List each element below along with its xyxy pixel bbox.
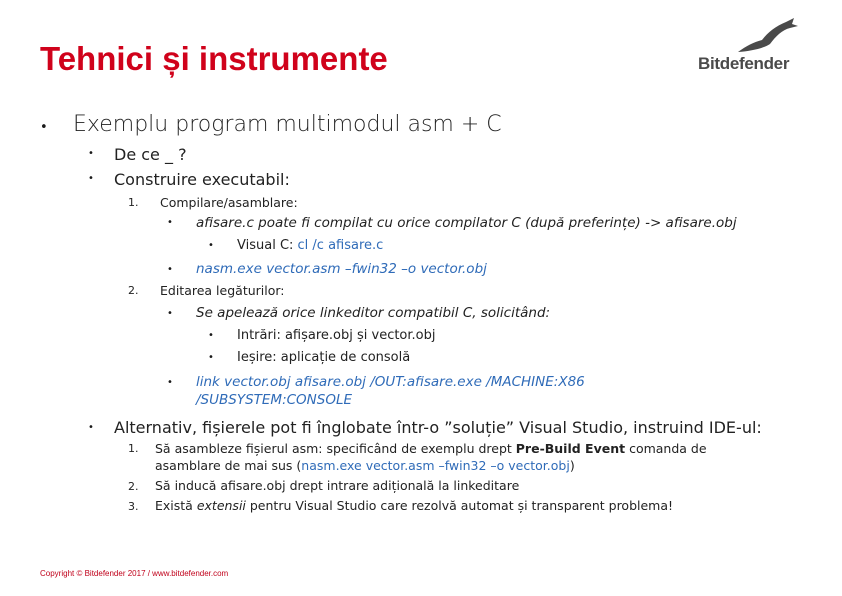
wolf-head-icon: [736, 18, 800, 54]
alt-item-1-line2: [155, 458, 575, 473]
alt-item-1-prefix: asamblare de mai sus (: [155, 458, 302, 473]
bullet: •: [88, 422, 94, 433]
visual-c-line: [237, 238, 383, 253]
linker-note: Se apelează orice linkeditor compatibil C, solicitând:: [196, 305, 551, 321]
link-command-line2: /SUBSYSTEM:CONSOLE: [196, 392, 353, 408]
pre-build-event: Pre-Build Event: [515, 441, 626, 456]
alt-item-3-text-end: pentru Visual Studio care rezolvă automat și transparent problema!: [245, 498, 674, 513]
alt-item-3: [155, 498, 673, 513]
bullet: •: [167, 377, 173, 388]
alt-item-3-italic: extensii: [196, 498, 246, 513]
step-number: 1.: [128, 442, 139, 455]
bitdefender-logo: [698, 18, 802, 78]
bullet-build: Construire executabil:: [114, 170, 290, 189]
step-number: 3.: [128, 500, 139, 513]
bullet: •: [208, 352, 214, 363]
alt-item-1-line1: [155, 441, 707, 456]
alt-item-1-command: nasm.exe vector.asm –fwin32 –o vector.obj: [301, 458, 570, 473]
nasm-command: nasm.exe vector.asm –fwin32 –o vector.obj: [196, 261, 487, 277]
bullet: •: [167, 217, 173, 228]
slide-title: Tehnici și instrumente: [40, 40, 388, 77]
link-command-line1: link vector.obj afisare.obj /OUT:afisare.exe /MACHINE:X86: [196, 374, 585, 390]
step-label: Editarea legăturilor:: [160, 283, 285, 298]
linker-inputs: Intrări: afișare.obj și vector.obj: [237, 328, 436, 343]
alt-item-1-text: Să asambleze fișierul asm: specificând de exemplu drept: [155, 441, 516, 456]
visual-c-label: Visual C:: [237, 238, 298, 253]
alt-item-2: Să inducă afisare.obj drept intrare adițională la linkeditare: [155, 478, 520, 493]
bullet: •: [208, 240, 214, 251]
step-number: 2.: [128, 480, 139, 493]
step-number: 1.: [128, 196, 139, 209]
alt-item-1-suffix: ): [569, 458, 575, 473]
bullet: •: [167, 264, 173, 275]
footer-copyright: Copyright © Bitdefender 2017 / www.bitdefender.com: [40, 569, 229, 578]
alt-item-1-text-end: comanda de: [625, 441, 707, 456]
bullet-main: Exemplu program multimodul asm + C: [73, 112, 502, 137]
alt-item-3-text: Există: [155, 498, 197, 513]
alternative-bullet: Alternativ, fișierele pot fi înglobate într-o ”soluție” Visual Studio, instruind IDE-ul:: [114, 418, 762, 437]
bullet-why: De ce _ ?: [114, 145, 187, 164]
bullet: •: [88, 148, 94, 159]
visual-c-command: cl /c afisare.c: [297, 238, 384, 253]
step-label: Compilare/asamblare:: [160, 195, 298, 210]
bullet: •: [208, 330, 214, 341]
compile-note: afisare.c poate fi compilat cu orice compilator C (după preferințe) -> afisare.obj: [196, 215, 737, 231]
linker-output: Ieșire: aplicație de consolă: [237, 350, 411, 365]
bullet: •: [40, 120, 48, 135]
bullet: •: [88, 173, 94, 184]
step-number: 2.: [128, 284, 139, 297]
logo-text: Bitdefender: [698, 54, 790, 73]
bullet: •: [167, 308, 173, 319]
